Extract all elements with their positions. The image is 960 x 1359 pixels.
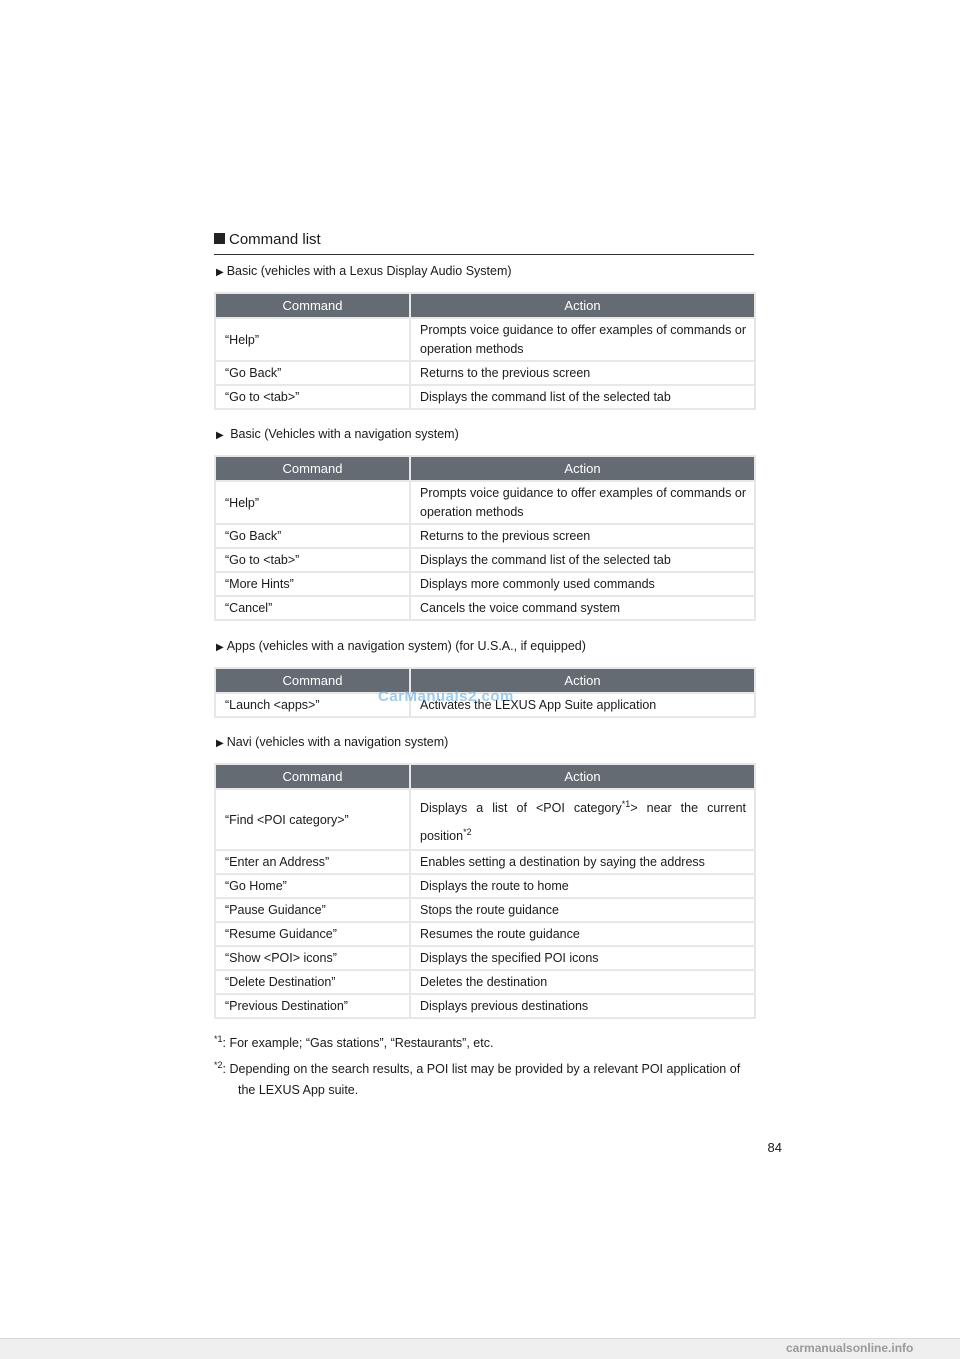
column-header-command: Command <box>216 457 409 480</box>
action-cell: Deletes the destination <box>411 971 754 993</box>
command-cell: “Resume Guidance” <box>216 923 409 945</box>
table-row <box>216 851 754 873</box>
footnote-2: $^{*2}$: Depending on the search results, a POI list may be provided by a relevant POI application of the LEXUS App suite. <box>214 1060 741 1098</box>
table-row <box>216 899 754 921</box>
action-cell: Activates the LEXUS App Suite application <box>411 694 754 716</box>
table-row <box>216 875 754 897</box>
action-cell: Stops the route guidance <box>411 899 754 921</box>
column-header-action: Action <box>411 765 754 788</box>
table-row <box>216 386 754 408</box>
table-row <box>216 971 754 993</box>
command-cell: “Go Back” <box>216 525 409 547</box>
action-cell: Cancels the voice command system <box>411 597 754 619</box>
column-header-action: Action <box>411 669 754 692</box>
column-header-command: Command <box>216 765 409 788</box>
table-row <box>216 319 754 360</box>
table-row <box>216 362 754 384</box>
action-cell: Displays the command list of the selected tab <box>411 549 754 571</box>
action-cell: Resumes the route guidance <box>411 923 754 945</box>
command-table-basic-audio <box>214 292 756 410</box>
action-cell: Displays the command list of the selected tab <box>411 386 754 408</box>
column-header-command: Command <box>216 669 409 692</box>
table-heading-apps: ▶ Apps (vehicles with a navigation system) (for U.S.A., if equipped) <box>216 639 586 653</box>
command-cell: “More Hints” <box>216 573 409 595</box>
action-cell: Prompts voice guidance to offer examples of commands or operation methods <box>411 482 754 523</box>
action-cell: Displays a list of <POI category$^{*1}$> near the current position$^{*2}$ <box>411 790 754 849</box>
column-header-command: Command <box>216 294 409 317</box>
action-cell: Enables setting a destination by saying the address <box>411 851 754 873</box>
command-cell: “Delete Destination” <box>216 971 409 993</box>
page-number: 84 <box>767 1140 782 1155</box>
footnote-ref-2: *2 <box>463 827 472 838</box>
footnote-ref-1: *1 <box>621 799 631 809</box>
table-row <box>216 790 754 849</box>
table-heading-basic-audio: ▶ Basic (vehicles with a Lexus Display Audio System) <box>216 264 512 278</box>
command-cell: “Cancel” <box>216 597 409 619</box>
command-cell: “Go Home” <box>216 875 409 897</box>
action-cell: Returns to the previous screen <box>411 362 754 384</box>
command-cell: “Go Back” <box>216 362 409 384</box>
command-cell: “Help” <box>216 482 409 523</box>
command-table-basic-navigation <box>214 455 756 621</box>
table-row <box>216 597 754 619</box>
command-table-navi <box>214 763 756 1019</box>
section-title: Command list <box>214 228 754 255</box>
watermark-bottom: carmanualsonline.info <box>786 1341 914 1355</box>
table-row <box>216 573 754 595</box>
action-cell: Prompts voice guidance to offer examples of commands or operation methods <box>411 319 754 360</box>
triangle-bullet-icon: ▶ <box>216 430 224 441</box>
command-cell: “Find <POI category>” <box>216 790 409 849</box>
command-cell: “Help” <box>216 319 409 360</box>
action-cell: Returns to the previous screen <box>411 525 754 547</box>
table-heading-basic-navigation: ▶ Basic (Vehicles with a navigation system) <box>216 427 459 441</box>
footnote-1: $^{*1}$: For example; “Gas stations”, “Restaurants”, etc. <box>214 1034 494 1051</box>
action-cell: Displays more commonly used commands <box>411 573 754 595</box>
table-row <box>216 482 754 523</box>
column-header-action: Action <box>411 457 754 480</box>
square-bullet-icon <box>214 233 225 244</box>
triangle-bullet-icon: ▶ <box>216 642 224 653</box>
table-row <box>216 549 754 571</box>
command-cell: “Go to <tab>” <box>216 386 409 408</box>
table-row <box>216 923 754 945</box>
table-heading-navi: ▶ Navi (vehicles with a navigation system) <box>216 735 449 749</box>
table-row <box>216 947 754 969</box>
table-row <box>216 995 754 1017</box>
column-header-action: Action <box>411 294 754 317</box>
command-cell: “Enter an Address” <box>216 851 409 873</box>
command-cell: “Previous Destination” <box>216 995 409 1017</box>
action-cell: Displays the specified POI icons <box>411 947 754 969</box>
triangle-bullet-icon: ▶ <box>216 738 224 749</box>
triangle-bullet-icon: ▶ <box>216 267 224 278</box>
watermark-top: CarManuals2.com <box>378 688 514 705</box>
action-cell: Displays the route to home <box>411 875 754 897</box>
table-row <box>216 525 754 547</box>
command-cell: “Pause Guidance” <box>216 899 409 921</box>
command-cell: “Launch <apps>” <box>216 694 409 716</box>
command-cell: “Show <POI> icons” <box>216 947 409 969</box>
action-cell: Displays previous destinations <box>411 995 754 1017</box>
command-cell: “Go to <tab>” <box>216 549 409 571</box>
